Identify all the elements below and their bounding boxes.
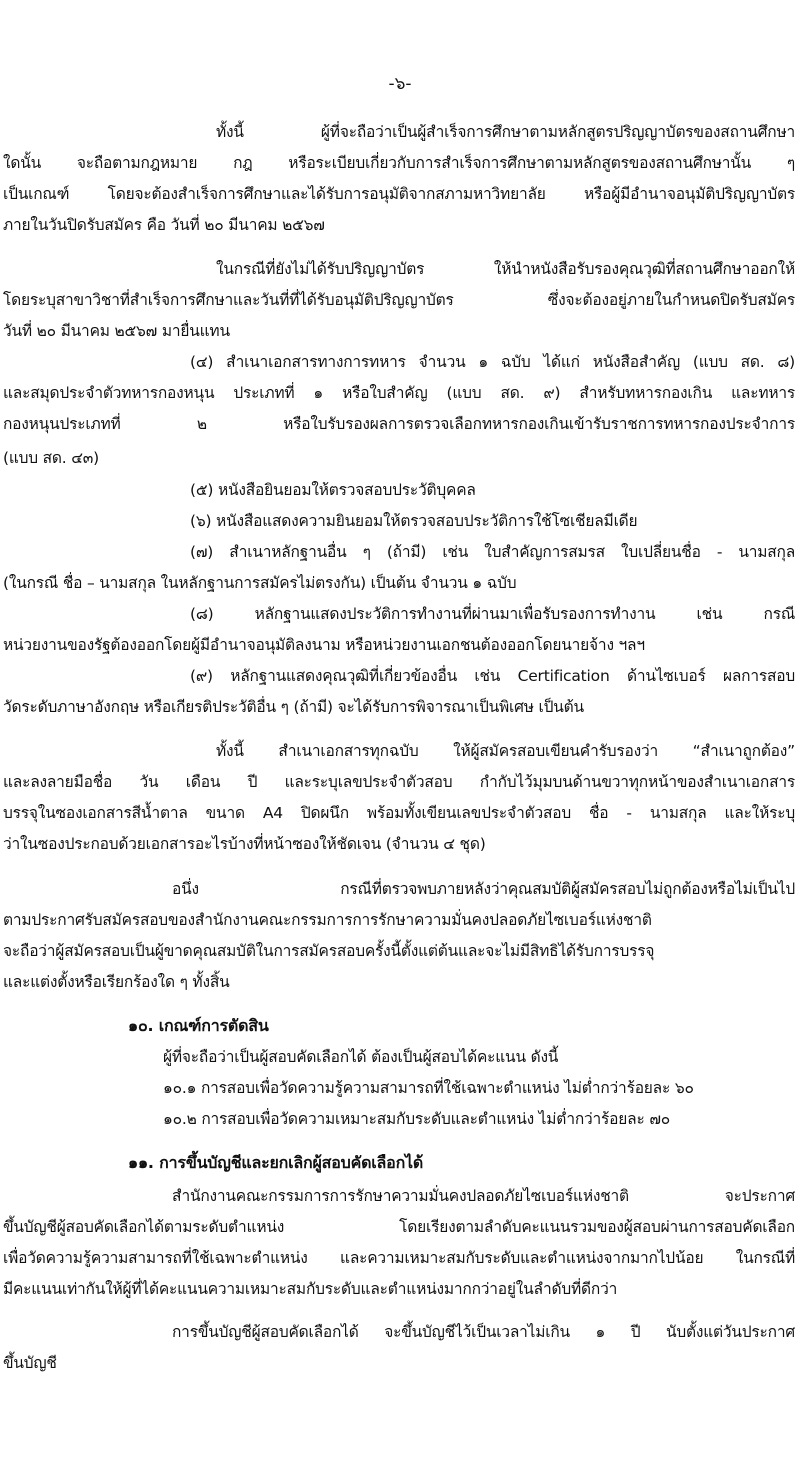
text-line: (๕) หนังสือยินยอมให้ตรวจสอบประวัติบุคคล bbox=[190, 481, 476, 499]
section-heading: ๑๐. เกณฑ์การตัดสิน bbox=[128, 1016, 269, 1035]
text-line: การขึ้นบัญชีผู้สอบคัดเลือกได้ จะขึ้นบัญชีไว้เป็นเวลาไม่เกิน ๑ ปี นับตั้งแต่วันประกาศ bbox=[172, 1323, 795, 1341]
text-line: ขึ้นบัญชี bbox=[3, 1354, 57, 1372]
text-line: (๗) สำเนาหลักฐานอื่น ๆ (ถ้ามี) เช่น ใบสำคัญการสมรส ใบเปลี่ยนชื่อ - นามสกุล bbox=[190, 543, 795, 561]
text-line: โดยระบุสาขาวิชาที่สำเร็จการศึกษาและวันที่ที่ได้รับอนุมัติปริญญาบัตร ซึ่งจะต้องอยู่ภายในกำหนดปิดรับสมัคร bbox=[3, 291, 795, 309]
text-line: (แบบ สด. ๔๓) bbox=[3, 449, 99, 467]
text-line: ภายในวันปิดรับสมัคร คือ วันที่ ๒๐ มีนาคม ๒๕๖๗ bbox=[3, 216, 325, 234]
criteria-item: ๑๐.๒ การสอบเพื่อวัดความเหมาะสมกับระดับและตำแหน่ง ไม่ต่ำกว่าร้อยละ ๗๐ bbox=[163, 1110, 671, 1128]
text-line: จะถือว่าผู้สมัครสอบเป็นผู้ขาดคุณสมบัติในการสมัครสอบครั้งนี้ตั้งแต่ต้นและจะไม่มีสิทธิได้รับการบรรจุ bbox=[3, 942, 655, 960]
text-line: อนึ่ง กรณีที่ตรวจพบภายหลังว่าคุณสมบัติผู้สมัครสอบไม่ถูกต้องหรือไม่เป็นไป bbox=[172, 880, 795, 898]
text-line: สำนักงานคณะกรรมการการรักษาความมั่นคงปลอดภัยไซเบอร์แห่งชาติ จะประกาศ bbox=[172, 1187, 795, 1205]
text-line: มีคะแนนเท่ากันให้ผู้ที่ได้คะแนนความเหมาะสมกับระดับและตำแหน่งมากกว่าอยู่ในลำดับที่ดีกว่า bbox=[3, 1280, 618, 1298]
text-line: และลงลายมือชื่อ วัน เดือน ปี และระบุเลขประจำตัวสอบ กำกับไว้มุมบนด้านขวาทุกหน้าของสำเนาเอกสาร bbox=[3, 773, 795, 791]
text-line: ขึ้นบัญชีผู้สอบคัดเลือกได้ตามระดับตำแหน่ง โดยเรียงตามลำดับคะแนนรวมของผู้สอบผ่านการสอบคัดเลือก bbox=[3, 1218, 795, 1236]
text-line: กองหนุนประเภทที่ ๒ หรือใบรับรองผลการตรวจเลือกทหารกองเกินเข้ารับราชการทหารกองประจำการ bbox=[3, 415, 795, 433]
text-line: (ในกรณี ชื่อ – นามสกุล ในหลักฐานการสมัครไม่ตรงกัน) เป็นต้น จำนวน ๑ ฉบับ bbox=[3, 574, 517, 592]
text-line: เพื่อวัดความรู้ความสามารถที่ใช้เฉพาะตำแหน่ง และความเหมาะสมกับระดับและตำแหน่งจากมากไปน้อย ในกรณีที่ bbox=[3, 1249, 795, 1267]
text-line: วันที่ ๒๐ มีนาคม ๒๕๖๗ มายื่นแทน bbox=[3, 322, 230, 340]
text-line: หน่วยงานของรัฐต้องออกโดยผู้มีอำนาจอนุมัติลงนาม หรือหน่วยงานเอกชนต้องออกโดยนายจ้าง ฯลฯ bbox=[3, 636, 645, 654]
text-line: ว่าในซองประกอบด้วยเอกสารอะไรบ้างที่หน้าซองให้ชัดเจน (จำนวน ๔ ชุด) bbox=[3, 835, 486, 853]
text-line: บรรจุในซองเอกสารสีน้ำตาล ขนาด A4 ปิดผนึก พร้อมทั้งเขียนเลขประจำตัวสอบ ชื่อ - นามสกุล และให้ระบุ bbox=[3, 804, 795, 822]
criteria-item: ๑๐.๑ การสอบเพื่อวัดความรู้ความสามารถที่ใช้เฉพาะตำแหน่ง ไม่ต่ำกว่าร้อยละ ๖๐ bbox=[163, 1079, 694, 1097]
text-line: (๖) หนังสือแสดงความยินยอมให้ตรวจสอบประวัติการใช้โซเชียลมีเดีย bbox=[190, 512, 638, 530]
text-line: ตามประกาศรับสมัครสอบของสำนักงานคณะกรรมการการรักษาความมั่นคงปลอดภัยไซเบอร์แห่งชาติ bbox=[3, 911, 652, 929]
text-line: และแต่งตั้งหรือเรียกร้องใด ๆ ทั้งสิ้น bbox=[3, 973, 230, 991]
text-line: วัดระดับภาษาอังกฤษ หรือเกียรติประวัติอื่น ๆ (ถ้ามี) จะได้รับการพิจารณาเป็นพิเศษ เป็นต้น bbox=[3, 698, 584, 716]
text-line: ทั้งนี้ สำเนาเอกสารทุกฉบับ ให้ผู้สมัครสอบเขียนคำรับรองว่า “สำเนาถูกต้อง” bbox=[216, 742, 795, 760]
text-line: (๘) หลักฐานแสดงประวัติการทำงานที่ผ่านมาเพื่อรับรองการทำงาน เช่น กรณี bbox=[190, 605, 795, 623]
text-line: ในกรณีที่ยังไม่ได้รับปริญญาบัตร ให้นำหนังสือรับรองคุณวุฒิที่สถานศึกษาออกให้ bbox=[216, 260, 795, 278]
section-heading: ๑๑. การขึ้นบัญชีและยกเลิกผู้สอบคัดเลือกได้ bbox=[128, 1153, 424, 1172]
text-line: ใดนั้น จะถือตามกฎหมาย กฎ หรือระเบียบเกี่ยวกับการสำเร็จการศึกษาตามหลักสูตรของสถานศึกษานั้น ๆ bbox=[3, 154, 795, 172]
text-line: (๔) สำเนาเอกสารทางการทหาร จำนวน ๑ ฉบับ ได้แก่ หนังสือสำคัญ (แบบ สด. ๘) bbox=[190, 353, 795, 371]
page-number: -๖- bbox=[388, 74, 412, 94]
text-line: ผู้ที่จะถือว่าเป็นผู้สอบคัดเลือกได้ ต้องเป็นผู้สอบได้คะแนน ดังนี้ bbox=[163, 1048, 559, 1066]
text-line: เป็นเกณฑ์ โดยจะต้องสำเร็จการศึกษาและได้รับการอนุมัติจากสภามหาวิทยาลัย หรือผู้มีอำนาจอนุมัติปริญญาบัตร bbox=[3, 185, 795, 203]
text-line: และสมุดประจำตัวทหารกองหนุน ประเภทที่ ๑ หรือใบสำคัญ (แบบ สด. ๙) สำหรับทหารกองเกิน และทหาร bbox=[3, 384, 795, 402]
text-line: (๙) หลักฐานแสดงคุณวุฒิที่เกี่ยวข้องอื่น เช่น Certification ด้านไซเบอร์ ผลการสอบ bbox=[190, 667, 795, 685]
text-line: ทั้งนี้ ผู้ที่จะถือว่าเป็นผู้สำเร็จการศึกษาตามหลักสูตรปริญญาบัตรของสถานศึกษา bbox=[216, 123, 795, 141]
